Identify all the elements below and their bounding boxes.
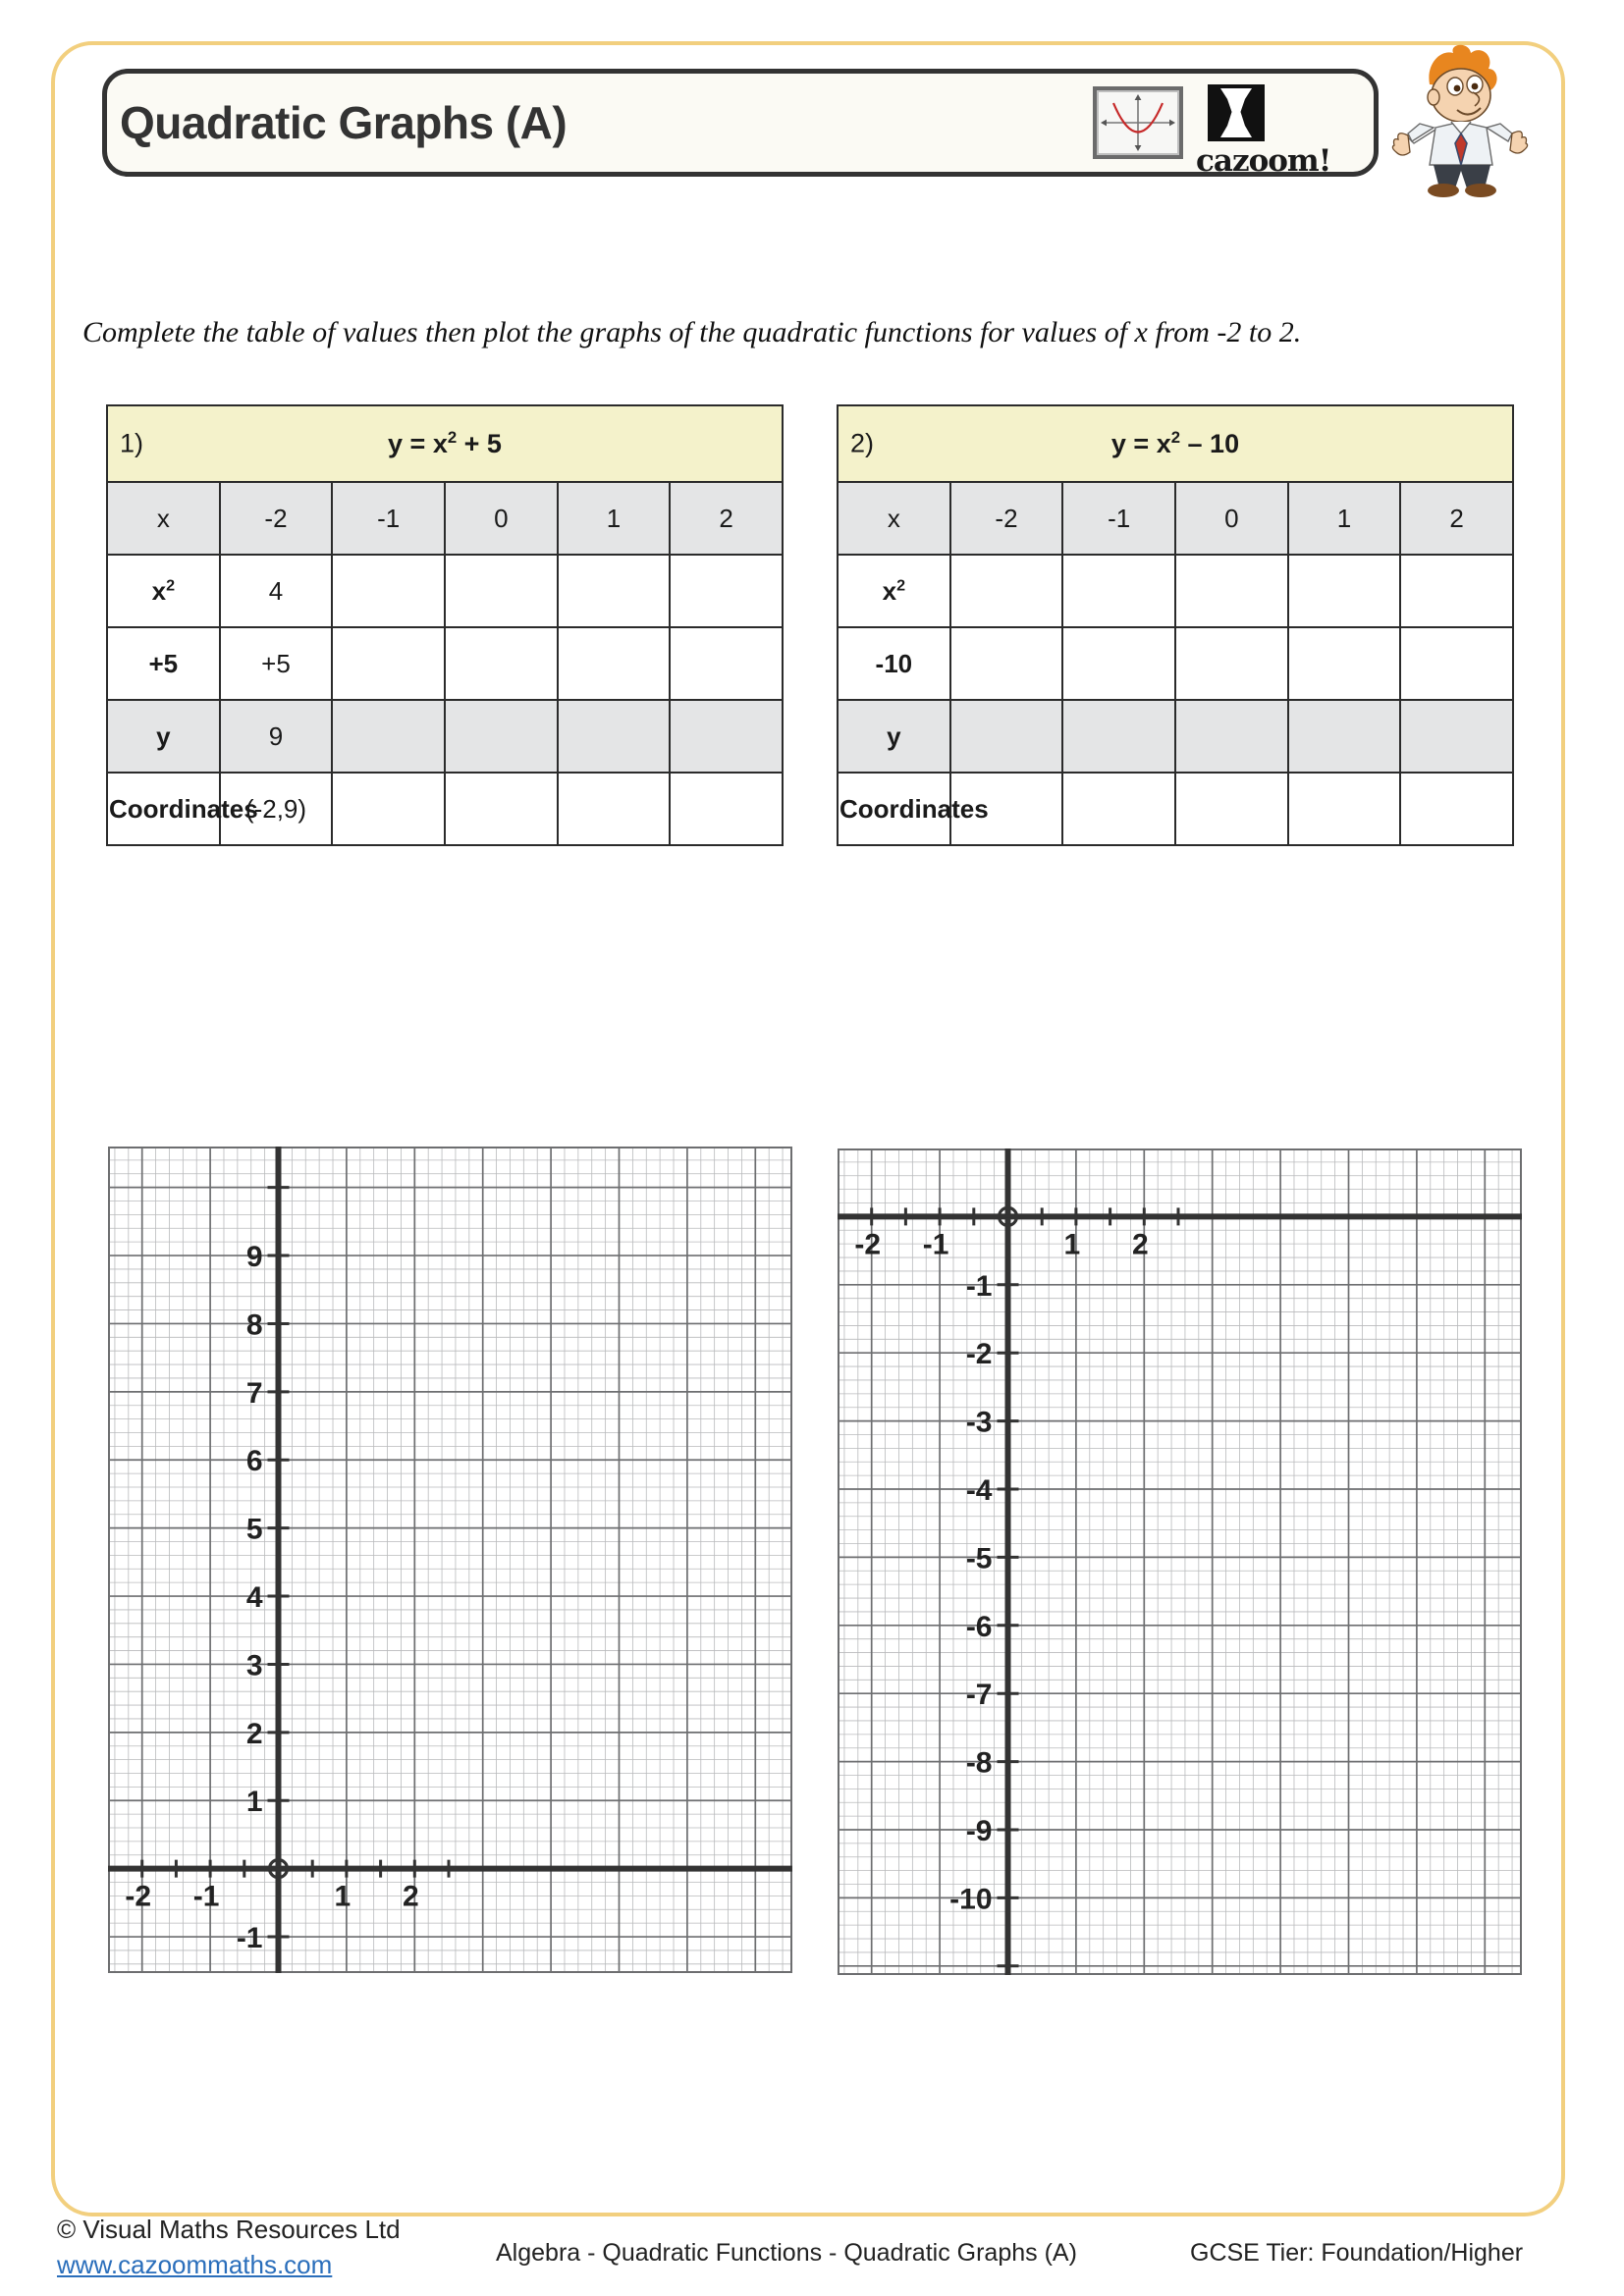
table-1-cell-3-0[interactable]: (-2,9) <box>220 773 333 845</box>
cazoom-wordmark: cazoom! <box>1196 143 1331 179</box>
svg-text:-2: -2 <box>125 1880 152 1913</box>
table-2-cell-2-2[interactable] <box>1175 700 1288 773</box>
table-2-cell-3-3[interactable] <box>1288 773 1401 845</box>
svg-text:8: 8 <box>245 1308 263 1342</box>
table-2-row-0-label: $x^2$ <box>838 555 950 627</box>
values-table-2 <box>837 404 1514 846</box>
table-1-cell-0-4[interactable] <box>670 555 783 627</box>
table-1-cell-1-1[interactable] <box>332 627 445 700</box>
table-row <box>838 773 1513 845</box>
table-1-row-1-label: +5 <box>107 627 220 700</box>
table-1-cell-2-1[interactable] <box>332 700 445 773</box>
svg-text:-1: -1 <box>236 1922 263 1955</box>
table-1-cell-2-2[interactable] <box>445 700 558 773</box>
table-2-cell-3-1[interactable] <box>1062 773 1175 845</box>
table-1-cell-0-1[interactable] <box>332 555 445 627</box>
table-1-col-1: -2 <box>220 482 333 555</box>
table-1-cell-0-0[interactable]: 4 <box>220 555 333 627</box>
footer-copyright-block <box>57 2213 401 2283</box>
table-2-col-1: -2 <box>950 482 1063 555</box>
parabola-graph-icon <box>1093 86 1183 159</box>
table-1-equation: $y = x^2 + 5$ <box>388 428 502 458</box>
cartoon-man-icon <box>1384 41 1532 198</box>
table-row <box>107 700 783 773</box>
table-1-row-3-label: Coordinates <box>107 773 220 845</box>
instruction-text: Complete the table of values then plot the graphs of the quadratic functions for values of x from -2 to 2. <box>82 316 1302 348</box>
table-2-cell-2-0[interactable] <box>950 700 1063 773</box>
svg-text:-7: -7 <box>965 1679 993 1712</box>
page-title: Quadratic Graphs (A) <box>120 97 568 148</box>
svg-text:1: 1 <box>334 1880 352 1913</box>
table-row <box>838 555 1513 627</box>
svg-text:9: 9 <box>245 1241 263 1274</box>
table-row <box>838 627 1513 700</box>
table-1-cell-3-1[interactable] <box>332 773 445 845</box>
table-1-cell-2-4[interactable] <box>670 700 783 773</box>
table-2-cell-2-3[interactable] <box>1288 700 1401 773</box>
svg-text:6: 6 <box>245 1445 263 1478</box>
table-2-cell-2-1[interactable] <box>1062 700 1175 773</box>
svg-text:4: 4 <box>245 1581 263 1615</box>
table-1-cell-3-3[interactable] <box>558 773 671 845</box>
svg-text:-1: -1 <box>922 1228 949 1261</box>
table-1-header-row <box>107 482 783 555</box>
table-2-col-4: 1 <box>1288 482 1401 555</box>
table-row <box>107 627 783 700</box>
table-2-equation: $y = x^2 - 10$ <box>1110 428 1240 458</box>
svg-text:3: 3 <box>245 1649 263 1682</box>
table-2-number: 2) <box>850 428 875 458</box>
svg-text:-10: -10 <box>949 1883 993 1916</box>
svg-text:7: 7 <box>245 1376 263 1410</box>
table-1-cell-3-2[interactable] <box>445 773 558 845</box>
footer-copyright: © Visual Maths Resources Ltd <box>57 2215 401 2244</box>
svg-text:2: 2 <box>402 1880 419 1913</box>
table-2-title-row <box>838 405 1513 482</box>
table-1-cell-1-0[interactable]: +5 <box>220 627 333 700</box>
table-1-col-4: 1 <box>558 482 671 555</box>
footer-website-link[interactable]: www.cazoommaths.com <box>57 2249 333 2279</box>
table-2-cell-1-2[interactable] <box>1175 627 1288 700</box>
table-2-cell-0-1[interactable] <box>1062 555 1175 627</box>
table-2-row-3-label: Coordinates <box>838 773 950 845</box>
table-1-cell-2-0[interactable]: 9 <box>220 700 333 773</box>
table-row <box>107 555 783 627</box>
svg-text:2: 2 <box>1131 1228 1149 1261</box>
table-1-cell-1-4[interactable] <box>670 627 783 700</box>
table-2-cell-3-4[interactable] <box>1400 773 1513 845</box>
graph-1[interactable] <box>108 1147 792 1973</box>
table-1-title-cell <box>107 405 783 482</box>
table-1-col-0: x <box>107 482 220 555</box>
table-1-number: 1) <box>120 428 144 458</box>
table-1-col-3: 0 <box>445 482 558 555</box>
footer-tier: GCSE Tier: Foundation/Higher <box>1190 2239 1524 2267</box>
svg-text:-8: -8 <box>965 1746 993 1780</box>
svg-text:-5: -5 <box>965 1542 993 1575</box>
footer-topic: Algebra - Quadratic Functions - Quadratic Graphs (A) <box>496 2239 1077 2267</box>
table-2-col-2: -1 <box>1062 482 1175 555</box>
table-2-cell-0-2[interactable] <box>1175 555 1288 627</box>
svg-text:2: 2 <box>245 1717 263 1750</box>
table-1-row-2-label: y <box>107 700 220 773</box>
table-row <box>838 700 1513 773</box>
graph-2[interactable] <box>838 1148 1522 1975</box>
table-2-cell-3-2[interactable] <box>1175 773 1288 845</box>
svg-text:-1: -1 <box>965 1269 993 1303</box>
table-2-col-3: 0 <box>1175 482 1288 555</box>
table-1-cell-1-2[interactable] <box>445 627 558 700</box>
table-1-cell-1-3[interactable] <box>558 627 671 700</box>
table-1-col-2: -1 <box>332 482 445 555</box>
table-2-cell-0-3[interactable] <box>1288 555 1401 627</box>
table-1-cell-3-4[interactable] <box>670 773 783 845</box>
svg-text:-6: -6 <box>965 1610 993 1643</box>
table-row <box>107 773 783 845</box>
table-2-cell-1-4[interactable] <box>1400 627 1513 700</box>
svg-text:-4: -4 <box>965 1474 993 1507</box>
table-2-title-cell <box>838 405 1513 482</box>
svg-text:-9: -9 <box>965 1815 993 1847</box>
table-1-cell-2-3[interactable] <box>558 700 671 773</box>
table-2-col-0: x <box>838 482 950 555</box>
table-2-cell-0-0[interactable] <box>950 555 1063 627</box>
table-2-row-1-label: -10 <box>838 627 950 700</box>
table-2-cell-1-3[interactable] <box>1288 627 1401 700</box>
table-1-cell-0-2[interactable] <box>445 555 558 627</box>
table-2-cell-2-4[interactable] <box>1400 700 1513 773</box>
table-1-cell-0-3[interactable] <box>558 555 671 627</box>
table-2-cell-1-0[interactable] <box>950 627 1063 700</box>
values-table-1 <box>106 404 784 846</box>
svg-text:-1: -1 <box>192 1880 220 1913</box>
table-1-title-row <box>107 405 783 482</box>
svg-text:1: 1 <box>245 1786 263 1819</box>
svg-text:-3: -3 <box>965 1406 993 1439</box>
table-2-cell-0-4[interactable] <box>1400 555 1513 627</box>
table-2-header-row <box>838 482 1513 555</box>
svg-text:-2: -2 <box>854 1228 882 1261</box>
table-2-cell-1-1[interactable] <box>1062 627 1175 700</box>
table-1-row-0-label: $x^2$ <box>107 555 220 627</box>
svg-text:1: 1 <box>1063 1228 1081 1261</box>
svg-text:-2: -2 <box>965 1338 993 1371</box>
table-2-row-2-label: y <box>838 700 950 773</box>
svg-text:5: 5 <box>245 1513 263 1546</box>
table-1-col-5: 2 <box>670 482 783 555</box>
table-2-col-5: 2 <box>1400 482 1513 555</box>
